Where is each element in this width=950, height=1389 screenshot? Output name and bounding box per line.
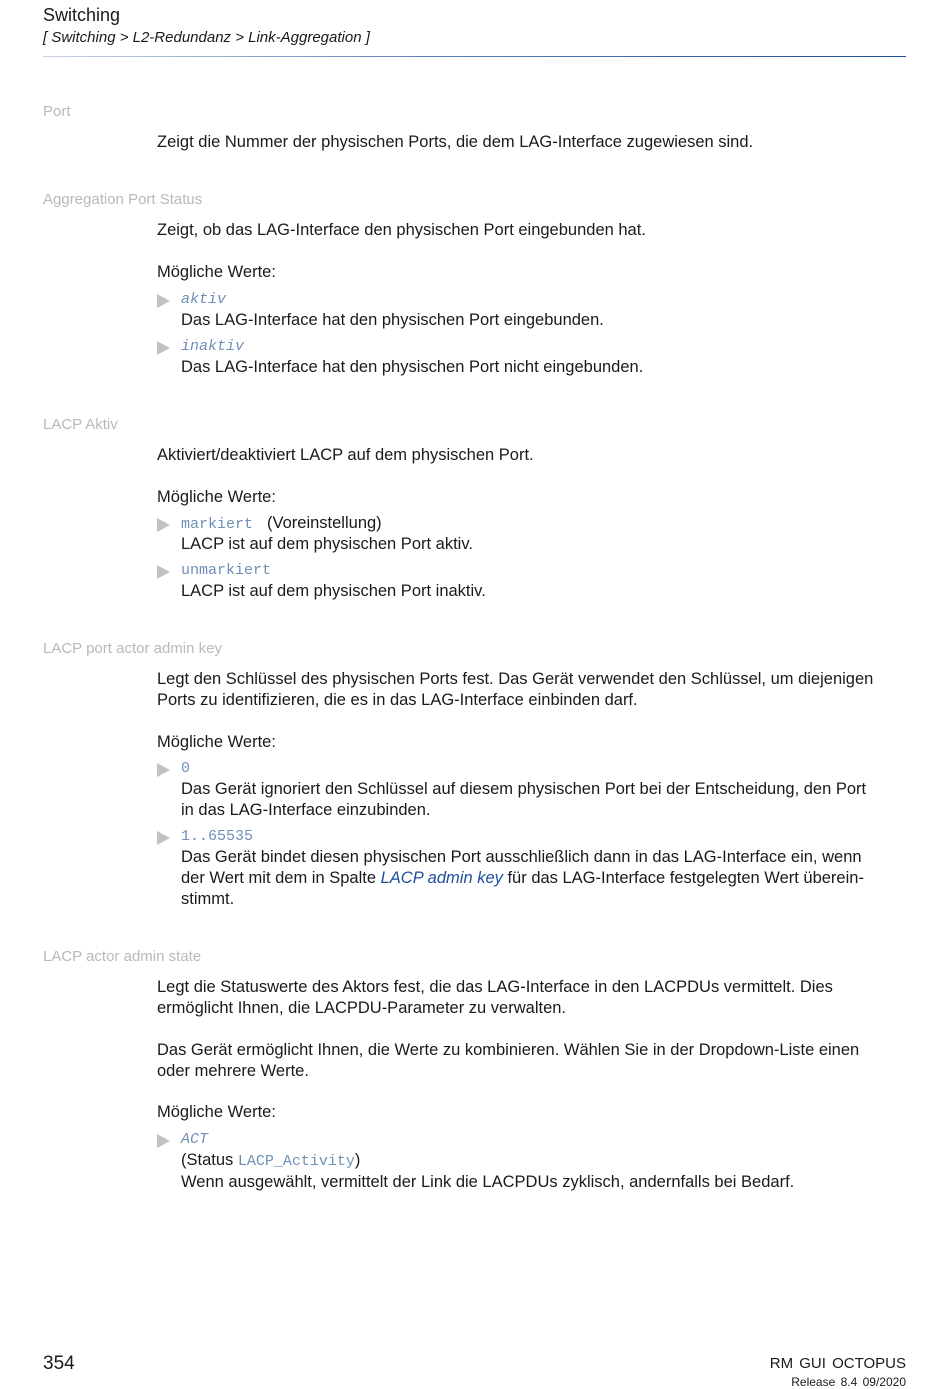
value-description: LACP ist auf dem physischen Port aktiv.: [181, 535, 473, 553]
port-description: Zeigt die Nummer der physischen Ports, die dem LAG-Interface zugewiesen sind.: [157, 133, 754, 151]
section-label-port: Port: [43, 103, 71, 120]
values-heading: Mögliche Werte:: [157, 1103, 276, 1121]
release-info: Release 8.4 09/2020: [791, 1375, 906, 1389]
value-code: unmarkiert: [181, 562, 272, 579]
value-code: aktiv: [181, 291, 227, 308]
page-header: [43, 4, 906, 48]
default-marker: (Voreinstellung): [267, 514, 382, 532]
value-description: Das Gerät ignoriert den Schlüssel auf diesem physischen Port bei der Entscheidung, den Port in das LAG-Interface einzubinden.: [181, 780, 867, 819]
value-description: LACP ist auf dem physischen Port inaktiv.: [181, 582, 486, 600]
page-number: 354: [43, 1353, 75, 1374]
values-heading: Mögliche Werte:: [157, 263, 276, 281]
document-info: [770, 1355, 906, 1389]
bullet-triangle-icon: [157, 763, 170, 777]
bullet-triangle-icon: [157, 294, 170, 308]
breadcrumb: [ Switching > L2-Redundanz > Link-Aggregation ]: [43, 29, 370, 46]
admin-key-description: Legt den Schlüssel des physischen Ports fest. Das Gerät verwendet den Schlüssel, um diejenigen Ports zu identifizieren, die es in das LAG-Interface einbinden darf.: [157, 670, 874, 709]
admin-state-description: Legt die Statuswerte des Aktors fest, die das LAG-Interface in den LACPDUs vermittelt. Dies ermöglicht Ihnen, die LACPDU-Parameter zu verwalten.: [157, 978, 833, 1017]
value-description: (Status LACP_Activity) Wenn ausgewählt, vermittelt der Link die LACPDUs zyklisch, andernfalls bei Bedarf.: [181, 1151, 795, 1191]
value-description: Das Gerät bindet diesen physischen Port ausschließlich dann in das LAG-Interface ein, wenn der Wert mit dem in Spalte LACP admin key für das LAG-Interface festgelegten Wert überein- stimmt.: [181, 848, 864, 908]
section-label-admin-key: LACP port actor admin key: [43, 640, 222, 657]
bullet-triangle-icon: [157, 518, 170, 532]
value-code: markiert (Voreinstellung): [181, 514, 382, 533]
admin-state-description-2: Das Gerät ermöglicht Ihnen, die Werte zu kombinieren. Wählen Sie in der Dropdown-Liste einen oder mehrere Werte.: [157, 1041, 860, 1080]
value-description: Das LAG-Interface hat den physischen Port nicht eingebunden.: [181, 358, 644, 376]
aggregation-status-description: Zeigt, ob das LAG-Interface den physischen Port eingebunden hat.: [157, 221, 646, 239]
value-code: ACT: [181, 1131, 209, 1148]
section-label-admin-state: LACP actor admin state: [43, 948, 202, 965]
values-heading: Mögliche Werte:: [157, 733, 276, 751]
values-heading: Mögliche Werte:: [157, 488, 276, 506]
value-code: inaktiv: [181, 338, 245, 355]
lacp-admin-key-reference: LACP admin key: [380, 869, 503, 887]
bullet-triangle-icon: [157, 565, 170, 579]
header-divider: [43, 56, 906, 57]
chapter-title: Switching: [43, 5, 121, 25]
document-title: RM GUI OCTOPUS: [769, 1355, 906, 1372]
bullet-triangle-icon: [157, 831, 170, 845]
bullet-triangle-icon: [157, 341, 170, 355]
value-code: 1..65535: [181, 828, 254, 845]
section-label-aggregation-status: Aggregation Port Status: [43, 191, 203, 208]
section-label-lacp-active: LACP Aktiv: [43, 416, 118, 433]
value-description: Das LAG-Interface hat den physischen Port eingebunden.: [181, 311, 604, 329]
value-code: 0: [181, 760, 191, 777]
lacp-active-description: Aktiviert/deaktiviert LACP auf dem physischen Port.: [157, 446, 534, 464]
bullet-triangle-icon: [157, 1134, 170, 1148]
